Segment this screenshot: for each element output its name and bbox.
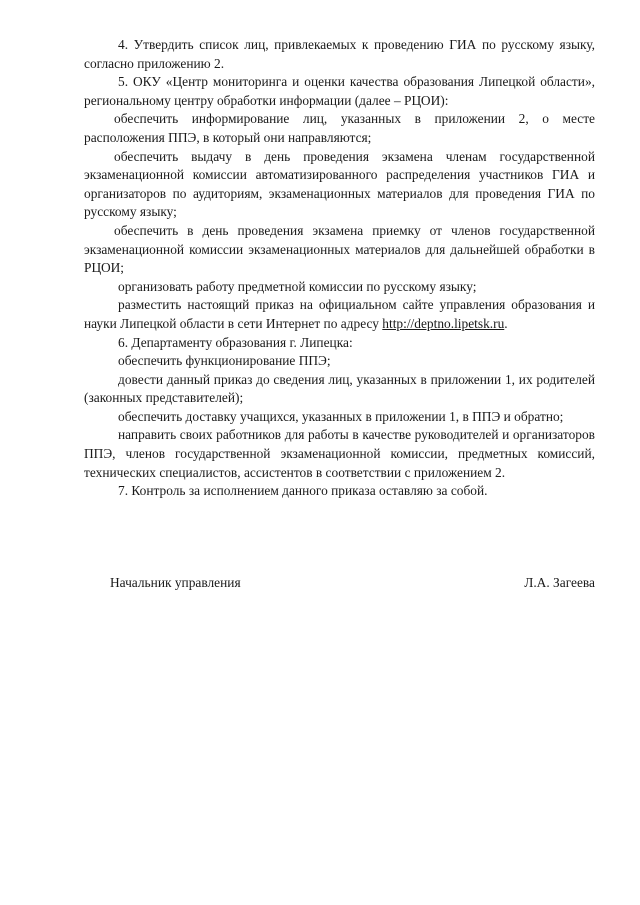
paragraph-5-delivery: обеспечить выдачу в день проведения экзамена членам государственной экзаменационной комиссии автоматизированного распределения участников ГИА и организаторов по аудиториям, экзаменационных материалов для проведения ГИА по русскому языку; <box>84 148 595 220</box>
paragraph-6-inform: довести данный приказ до сведения лиц, указанных в приложении 1, их родителей (законных представителей); <box>84 371 595 406</box>
paragraph-4: 4. Утвердить список лиц, привлекаемых к проведению ГИА по русскому языку, согласно приложению 2. <box>84 37 595 71</box>
document-body <box>84 36 595 501</box>
signature-position: Начальник управления <box>110 575 241 590</box>
paragraph-5-commission: организовать работу предметной комиссии по русскому языку; <box>118 278 477 294</box>
signature-name: Л.А. Загеева <box>524 575 595 590</box>
paragraph-6-function: обеспечить функционирование ППЭ; <box>118 353 331 369</box>
paragraph-6-staff: направить своих работников для работы в качестве руководителей и организаторов ППЭ, членов государственной экзаменационной комиссии, предметных комиссий, технических специалистов, ассистентов в соответствии с приложением 2. <box>84 427 595 480</box>
paragraph-5-inform: обеспечить информирование лиц, указанных в приложении 2, о месте расположения ППЭ, в который они направляются; <box>84 111 595 145</box>
signature-block <box>110 574 595 593</box>
paragraph-5-acceptance: обеспечить в день проведения экзамена приемку от членов государственной экзаменационной комиссии экзаменационных материалов для дальнейшей обработки в РЦОИ; <box>84 222 595 276</box>
paragraph-5-publish-text: разместить настоящий приказ на официальном сайте управления образования и науки Липецкой области в сети Интернет по адресу <box>84 297 595 331</box>
paragraph-5-publish-end: . <box>504 315 508 331</box>
paragraph-6: 6. Департаменту образования г. Липецка: <box>118 334 353 350</box>
paragraph-5-publish <box>84 296 595 333</box>
paragraph-5: 5. ОКУ «Центр мониторинга и оценки качества образования Липецкой области», региональному центру обработки информации (далее – РЦОИ): <box>84 74 595 108</box>
paragraph-7: 7. Контроль за исполнением данного приказа оставляю за собой. <box>118 483 488 499</box>
paragraph-6-transport: обеспечить доставку учащихся, указанных в приложении 1, в ППЭ и обратно; <box>118 408 564 424</box>
website-link[interactable]: http://deptno.lipetsk.ru <box>382 315 505 331</box>
